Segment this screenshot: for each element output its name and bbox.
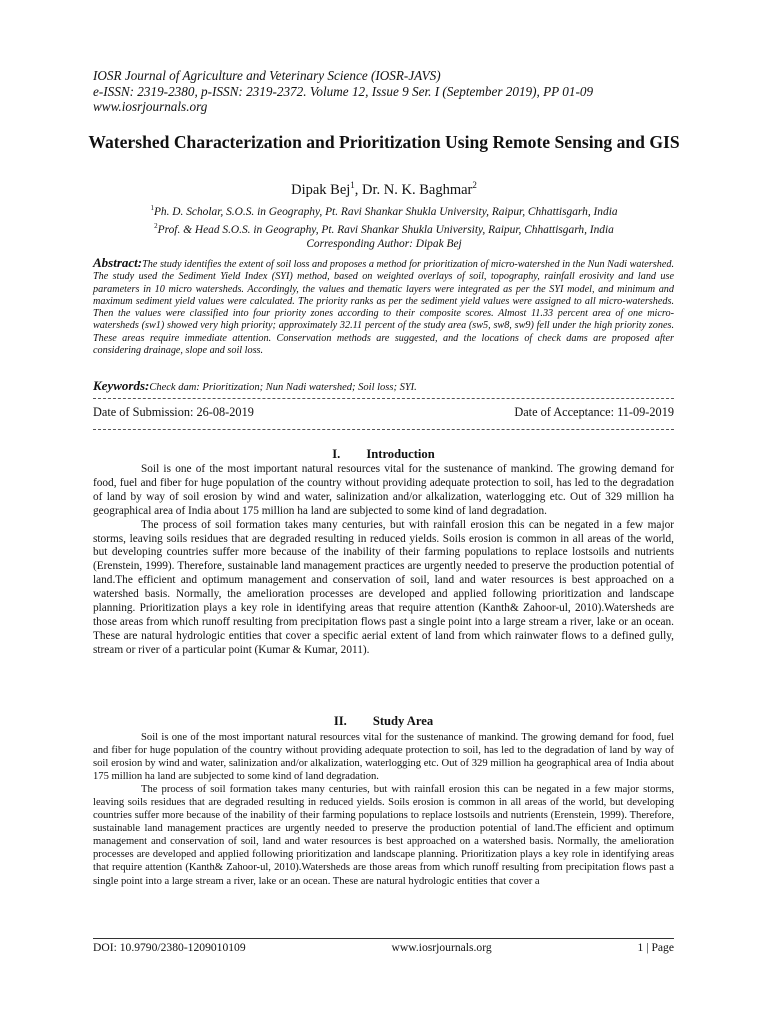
study-area-body: [93, 731, 674, 888]
corresponding-author: Corresponding Author: Dipak Bej: [306, 237, 462, 250]
footer-doi: DOI: 10.9790/2380-1209010109: [93, 941, 246, 954]
author-separator: ,: [354, 181, 363, 198]
paragraph: The process of soil formation takes many centuries, but with rainfall erosion this can be negated in a few major storms, leaving soils residues that are degraded resulting in reduced yields. Soils erosion is common in all areas of the world, but developing countries suffer more because of the inability of their farming populations to replace lostsoils and nutrients (Erenstein, 1999). Therefore, sustainable land management practices are urgently needed to preserve the production potential of land.The efficient and optimum management and conservation of soil, land and water resources is best approached on a watershed basis. Normally, the amelioration processes are developed and applied following prioritization and landscape planning. Prioritization plays a key role in identifying areas that require attention (Kanth& Zahoor-ul, 2010).Watersheds are those areas from which runoff resulting from precipitation flows past a single point into a large stream a river, lake or an ocean. These are natural hydrologic entities that cover a: [93, 784, 674, 887]
author-1-sup: 1: [350, 180, 355, 190]
keywords: [93, 378, 674, 394]
footer-url[interactable]: www.iosrjournals.org: [391, 941, 492, 954]
section-number: I.: [332, 447, 341, 461]
affiliation-1-sup: 1: [150, 204, 154, 212]
section-title: Introduction: [366, 447, 435, 461]
author-2-sup: 2: [472, 180, 477, 190]
author-2: Dr. N. K. Baghmar: [362, 181, 473, 198]
paragraph: Soil is one of the most important natural resources vital for the sustenance of mankind. The growing demand for food, fuel and fiber for huge population of the country without providing adequate protection to soil, has led to the degradation of land by way of soil erosion by wind and water, salinization and/or alkalization, waterlogging etc. Out of 329 million ha geographical area of India about 175 million ha land are subjected to some kind of land degradation.: [93, 732, 674, 783]
affiliations: [80, 201, 688, 251]
affiliation-2-sup: 2: [154, 221, 158, 230]
journal-header: [93, 68, 593, 115]
keywords-label: Keywords:: [93, 378, 150, 393]
acceptance-date: Date of Acceptance: 11-09-2019: [514, 405, 674, 419]
abstract: [93, 257, 674, 357]
journal-name: IOSR Journal of Agriculture and Veterinary Science (IOSR-JAVS): [93, 68, 441, 83]
submission-date: Date of Submission: 26-08-2019: [93, 405, 254, 419]
introduction-body: [93, 463, 674, 658]
divider-top: [93, 398, 674, 399]
section-number: II.: [333, 714, 347, 728]
section-heading-introduction: [93, 447, 674, 462]
journal-issn: e-ISSN: 2319-2380, p-ISSN: 2319-2372. Volume 12, Issue 9 Ser. I (September 2019), PP 01-09: [93, 83, 594, 99]
paper-title: Watershed Characterization and Prioritization Using Remote Sensing and GIS: [88, 132, 680, 152]
section-heading-study-area: [93, 714, 674, 729]
page-footer: [93, 941, 674, 954]
keywords-text: Check dam: Prioritization; Nun Nadi watershed; Soil loss; SYI.: [149, 382, 417, 393]
affiliation-1-text: Ph. D. Scholar, S.O.S. in Geography, Pt. Ravi Shankar Shukla University, Raipur, Chhattisgarh, India: [153, 205, 618, 218]
author-line: [80, 180, 688, 199]
abstract-text: The study identifies the extent of soil loss and proposes a method for prioritization of micro-watershed in the Nun Nadi watershed. The study used the Sediment Yield Index (SYI) method, based on weighted overlays of soil, topography, rainfall erosivity and land use parameters in 10 micro watersheds. Accordingly, the values and thematic layers were integrated as per the SYI model, and minimum and maximum sediment yield values were calculated. The priority ranks as per the sediment yield values were assigned to all micro-watersheds. Then the values were classified into four priority zones according to their composite scores. Almost 11.33 percent area of one micro-watersheds (sw1) showed very high priority; approximately 32.11 percent of the study area (sw5, sw8, sw9) fell under the high priority zones. These areas require immediate attention. Conservation methods are suggested, and the locations of check dams are proposed after considering drainage, slope and soil loss.: [93, 259, 674, 356]
affiliation-2: [80, 219, 688, 237]
paragraph: Soil is one of the most important natural resources vital for the sustenance of mankind. The growing demand for food, fuel and fiber for huge population of the country without providing adequate protection to soil, has led to the degradation of land by way of soil erosion by wind and water, salinization and/or alkalization, waterlogging etc. Out of 329 million ha geographical area of India about 175 million ha land are subjected to some kind of land degradation.: [93, 463, 674, 517]
journal-url[interactable]: www.iosrjournals.org: [93, 99, 208, 114]
affiliation-1: [80, 201, 688, 219]
affiliation-2-text: Prof. & Head S.O.S. in Geography, Pt. Ravi Shankar Shukla University, Raipur, Chhattisgarh, India: [157, 223, 614, 236]
author-1: Dipak Bej: [291, 181, 351, 198]
footer-rule: [93, 938, 674, 939]
dates-row: [93, 405, 674, 420]
paragraph: The process of soil formation takes many centuries, but with rainfall erosion this can be negated in a few major storms, leaving soils residues that are degraded resulting in reduced yields. Soils erosion is common in all areas of the world, but developing countries suffer more because of the inability of their farming populations to replace lostsoils and nutrients (Erenstein, 1999). Therefore, sustainable land management practices are urgently needed to preserve the production potential of land.The efficient and optimum management and conservation of soil, land and water resources is best approached on a watershed basis. Normally, the amelioration processes are developed and applied following prioritization and landscape planning. Prioritization plays a key role in identifying areas that require attention (Kanth& Zahoor-ul, 2010).Watersheds are those areas from which runoff resulting from precipitation flows past a single point into a large stream a river, lake or an ocean. These are natural hydrologic entities that cover a specific aerial extent of land from which rainwater flows to a defined gully, stream or river of a particular point (Kumar & Kumar, 2011).: [93, 518, 674, 656]
page-number: 1 | Page: [637, 941, 674, 954]
divider-bottom: [93, 429, 674, 430]
abstract-label: Abstract:: [93, 255, 143, 270]
section-title: Study Area: [372, 714, 434, 728]
